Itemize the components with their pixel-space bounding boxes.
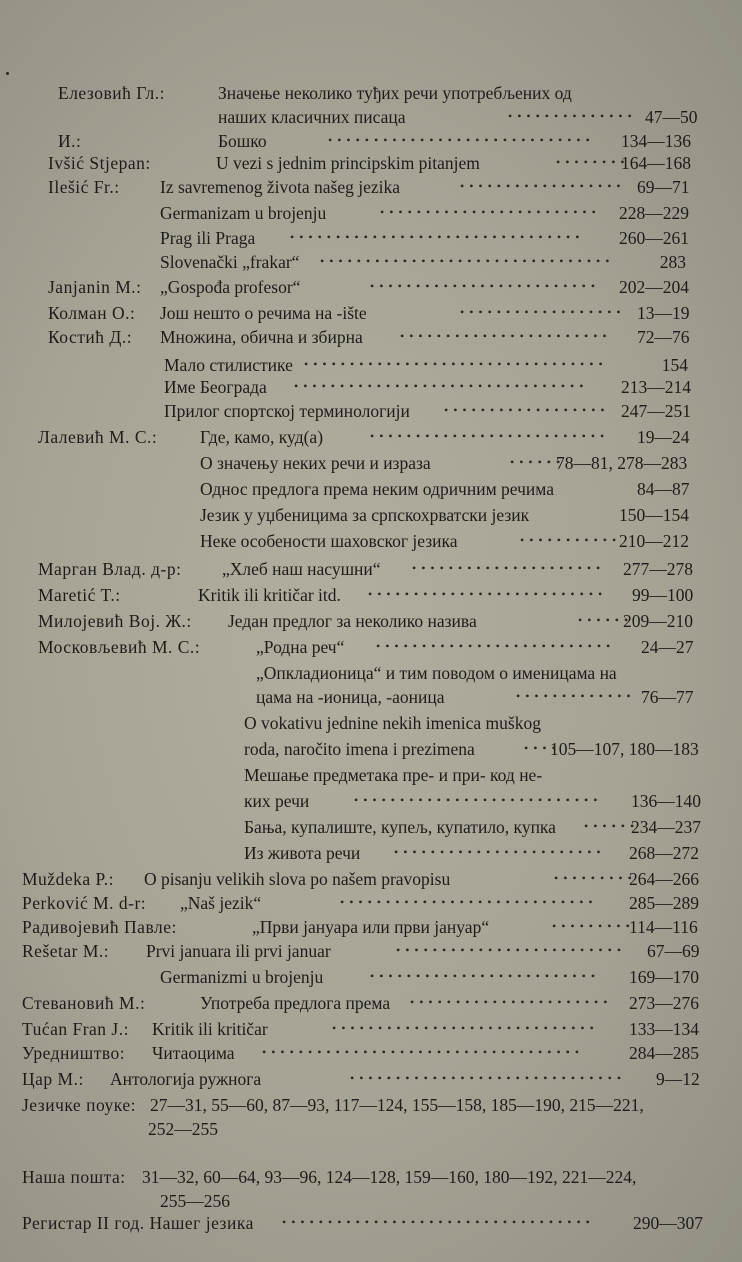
entry-page: 134—136 [621,131,691,151]
entry-page: 154 [661,355,688,375]
entry-title: Kritik ili kritičar [152,1019,268,1039]
entry-title: Прилог спортској терминологији [164,401,410,421]
entry-author: Марган Влад. д-р: [38,559,182,579]
entry-page: 285—289 [629,893,699,913]
dot-leader: ••••••••••••••••••••••••••• [354,793,603,807]
entry-page: 84—87 [637,479,690,499]
index-entry [0,1016,742,1042]
entry-page: 277—278 [623,559,693,579]
dot-leader: ••••••••••••••••••••••• [394,845,606,859]
index-entry [0,374,742,400]
dot-leader: •••••••••••••••••••••••••••••• [350,1071,627,1085]
entry-author: Muždeka P.: [22,869,115,889]
entry-author: Ivšić Stjepan: [48,153,151,173]
entry-page: 105—107, 180—183 [550,739,699,759]
entry-author: Цар М.: [22,1069,84,1089]
entry-title: Prag ili Praga [160,228,256,248]
entry-title: ких речи [244,791,310,811]
entry-title: 27—31, 55—60, 87—93, 117—124, 155—158, 185—190, 215—221, [150,1095,644,1115]
entry-page: 19—24 [637,427,690,447]
entry-page: 247—251 [621,401,691,421]
index-entry [0,762,742,788]
index-entry [0,736,742,762]
index-entry [0,80,742,106]
entry-page: 76—77 [641,687,694,707]
entry-page: 136—140 [631,791,701,811]
dot-leader: •••••••••••••••••••••••••••••••• [294,379,589,393]
entry-title: Мало стилистике [164,355,293,375]
dot-leader: •••••••••••••••••••••••• [380,205,601,219]
entry-author: Tućan Fran J.: [22,1019,129,1039]
index-entry [0,634,742,660]
entry-page: 209—210 [623,611,693,631]
entry-author: Колман О.: [48,303,136,323]
entry-title: Kritik ili kritičar itd. [198,585,341,605]
entry-author: Костић Д.: [48,327,133,347]
dot-leader: ••••••••• [554,871,637,885]
entry-page: 133—134 [629,1019,699,1039]
index-entry [0,890,742,916]
index-entry [0,938,742,964]
dot-leader: •••••••••••••••••••••••••••••••• [320,254,615,268]
index-entry [0,964,742,990]
entry-title: Мешање предметака пре- и при- код не- [244,765,543,785]
index-entry [0,528,742,554]
entry-title: Germanizmi u brojenju [160,967,324,987]
dot-leader: ••••••••••••••••••••••••• [370,279,601,293]
dot-leader: •••••••••••••••••••••••••••••••• [290,230,585,244]
entry-author: Језичке поуке: [22,1095,136,1115]
entry-title: „Хлеб наш насушни“ [222,559,381,579]
entry-author: Perković M. d-r: [22,893,147,913]
entry-page: 67—69 [647,941,700,961]
dot-leader: •••••• [510,455,566,469]
entry-page: 268—272 [629,843,699,863]
entry-page: 284—285 [629,1043,699,1063]
entry-page: 234—237 [631,817,701,837]
entry-title: цама на -ионица, -аоница [256,687,445,707]
entry-author: Московљевић М. С.: [38,637,201,657]
entry-author: Елезовић Гл.: [58,83,165,103]
dot-leader: •••••••••••••••••••••••••••••••••• [282,1215,595,1229]
dot-leader: ••••••••••••••••••••••••••••••••• [304,357,608,371]
entry-title: 31—32, 60—64, 93—96, 124—128, 159—160, 180—192, 221—224, [142,1167,637,1187]
dot-leader: ••••••••••••••••••••• [412,561,606,575]
entry-author: И.: [58,131,82,151]
entry-title: „Родна реч“ [256,637,345,657]
entry-author: Милојевић Вој. Ж.: [38,611,192,631]
dot-leader: •••••••••••••••••• [444,403,610,417]
index-entry [0,476,742,502]
entry-author: Maretić T.: [38,585,121,605]
entry-title: 255—256 [160,1191,230,1211]
index-entry [0,324,742,350]
entry-title: O vokativu jednine nekih imenica muškog [244,713,541,733]
entry-title: Множина, обична и збирна [160,327,363,347]
entry-title: Неке особености шаховског језика [200,531,458,551]
index-entry [0,174,742,200]
index-entry [0,274,742,300]
dot-leader: ••••••••••••••••••••••••• [370,969,601,983]
entry-page: 24—27 [641,637,694,657]
entry-title: Читаоцима [152,1043,235,1063]
dot-leader: •••••••••••••••••••••••••••• [340,895,598,909]
index-entry [0,300,742,326]
entry-author: Радивојевић Павле: [22,917,177,937]
entry-author: Лалевић М. С.: [38,427,158,447]
entry-page: 114—116 [629,917,698,937]
entry-title: наших класичних писаца [218,107,406,127]
dot-leader: ••••••••••••••••••••••••••••• [332,1021,599,1035]
entry-title: Prvi januara ili prvi januar [146,941,331,961]
entry-page: 13—19 [637,303,690,323]
entry-title: Однос предлога према неким одричним речима [200,479,555,499]
entry-author: Наша пошта: [22,1167,126,1187]
dot-leader: •••••• [584,819,640,833]
index-entry [0,660,742,686]
entry-page: 273—276 [629,993,699,1013]
entry-title: Iz savremenog života našeg jezika [160,177,401,197]
entry-title: Језик у уџбеницима за српскохрватски језик [200,505,530,525]
entry-page: 290—307 [633,1213,703,1233]
index-entry [0,450,742,476]
index-entry [0,398,742,424]
index-entry [0,840,742,866]
entry-author: Уредништво: [22,1043,126,1063]
dot-leader: •••••••• [556,155,630,169]
index-entry [0,556,742,582]
index-entry [0,1116,742,1142]
index-entry [0,710,742,736]
index-entry [0,424,742,450]
entry-page: 99—100 [632,585,694,605]
entry-page: 164—168 [621,153,691,173]
entry-title: Бања, купалиште, купељ, купатило, купка [244,817,556,837]
entry-title: Антологија ружнога [110,1069,262,1089]
index-entry [0,814,742,840]
index-entry [0,1066,742,1092]
entry-title: Један предлог за неколико назива [228,611,477,631]
entry-page: 228—229 [619,203,689,223]
entry-page: 169—170 [629,967,699,987]
dot-leader: ••••••••••••••••••••••••••••• [328,133,595,147]
index-entry [0,582,742,608]
entry-title: Још нешто о речима на -ište [160,303,367,323]
entry-author: Стевановић М.: [22,993,146,1013]
index-entry [0,502,742,528]
entry-title: U vezi s jednim principskim pitanjem [216,153,480,173]
dot-leader: •••••••••••••••••••••• [410,995,613,1009]
entry-page: 202—204 [619,277,689,297]
index-entry [0,104,742,130]
index-entry [0,608,742,634]
entry-author: Janjanin M.: [48,277,142,297]
entry-title: Употреба предлога према [200,993,391,1013]
index-entry [0,866,742,892]
entry-author: Ilešić Fr.: [48,177,120,197]
entry-author: Rešetar M.: [22,941,110,961]
entry-page: 72—76 [637,327,690,347]
dot-leader: •••••••••••••••••••••••••• [370,429,610,443]
entry-title: Значење неколико туђих речи употребљених од [218,83,572,103]
index-entry [0,914,742,940]
dot-leader: ••••••••••• [520,533,622,547]
index-entry [0,249,742,275]
dot-leader: •••••••••••••••••••••••••• [368,587,608,601]
entry-title: 252—255 [148,1119,218,1139]
index-entry [0,788,742,814]
dot-leader: •••• [524,741,561,755]
index-entry [0,1164,742,1190]
index-entry [0,150,742,176]
entry-page: 283 [659,252,686,272]
entry-title: Име Београда [164,377,267,397]
entry-title: „Опкладионица“ и тим поводом о именицама на [256,663,617,683]
entry-page: 260—261 [619,228,689,248]
entry-title: Где, камо, куд(а) [200,427,324,447]
dot-leader: ••••••••• [552,919,635,933]
entry-page: 210—212 [619,531,689,551]
entry-page: 264—266 [629,869,699,889]
entry-title: Slovenački „frakar“ [160,252,300,272]
entry-title: Бошко [218,131,267,151]
dot-leader: ••••••••••••••••••••••••••••••••••• [262,1045,585,1059]
index-entry [0,1210,742,1236]
dot-leader: ••••••••••••••••••••••• [400,329,612,343]
entry-author: Регистар II год. Нашег језика [22,1213,254,1233]
index-entry [0,200,742,226]
dot-leader: ••••••••••••••••••••••••• [396,943,627,957]
dot-leader: •••••• [578,613,634,627]
page-speck [6,72,9,75]
entry-page: 213—214 [621,377,691,397]
entry-title: roda, naročito imena i prezimena [244,739,475,759]
entry-title: „Naš jezik“ [180,893,262,913]
index-entry [0,990,742,1016]
index-entry [0,1040,742,1066]
entry-title: Germanizam u brojenju [160,203,327,223]
dot-leader: •••••••••••••• [508,109,637,123]
entry-page: 150—154 [619,505,689,525]
dot-leader: •••••••••••••••••• [460,179,626,193]
index-entry [0,1092,742,1118]
entry-page: 9—12 [656,1069,700,1089]
dot-leader: •••••••••••••••••••••••••• [376,639,616,653]
entry-page: 47—50 [645,107,698,127]
entry-page: 78—81, 278—283 [556,453,688,473]
entry-title: О значењу неких речи и израза [200,453,431,473]
dot-leader: •••••••••••••••••• [460,305,626,319]
index-entry [0,684,742,710]
index-entry [0,225,742,251]
dot-leader: ••••••••••••• [516,689,636,703]
entry-page: 69—71 [637,177,690,197]
entry-title: „Gospođa profesor“ [160,277,301,297]
entry-title: O pisanju velikih slova po našem pravopisu [144,869,451,889]
entry-title: „Први јануара или први јануар“ [252,917,490,937]
entry-title: Из живота речи [244,843,361,863]
